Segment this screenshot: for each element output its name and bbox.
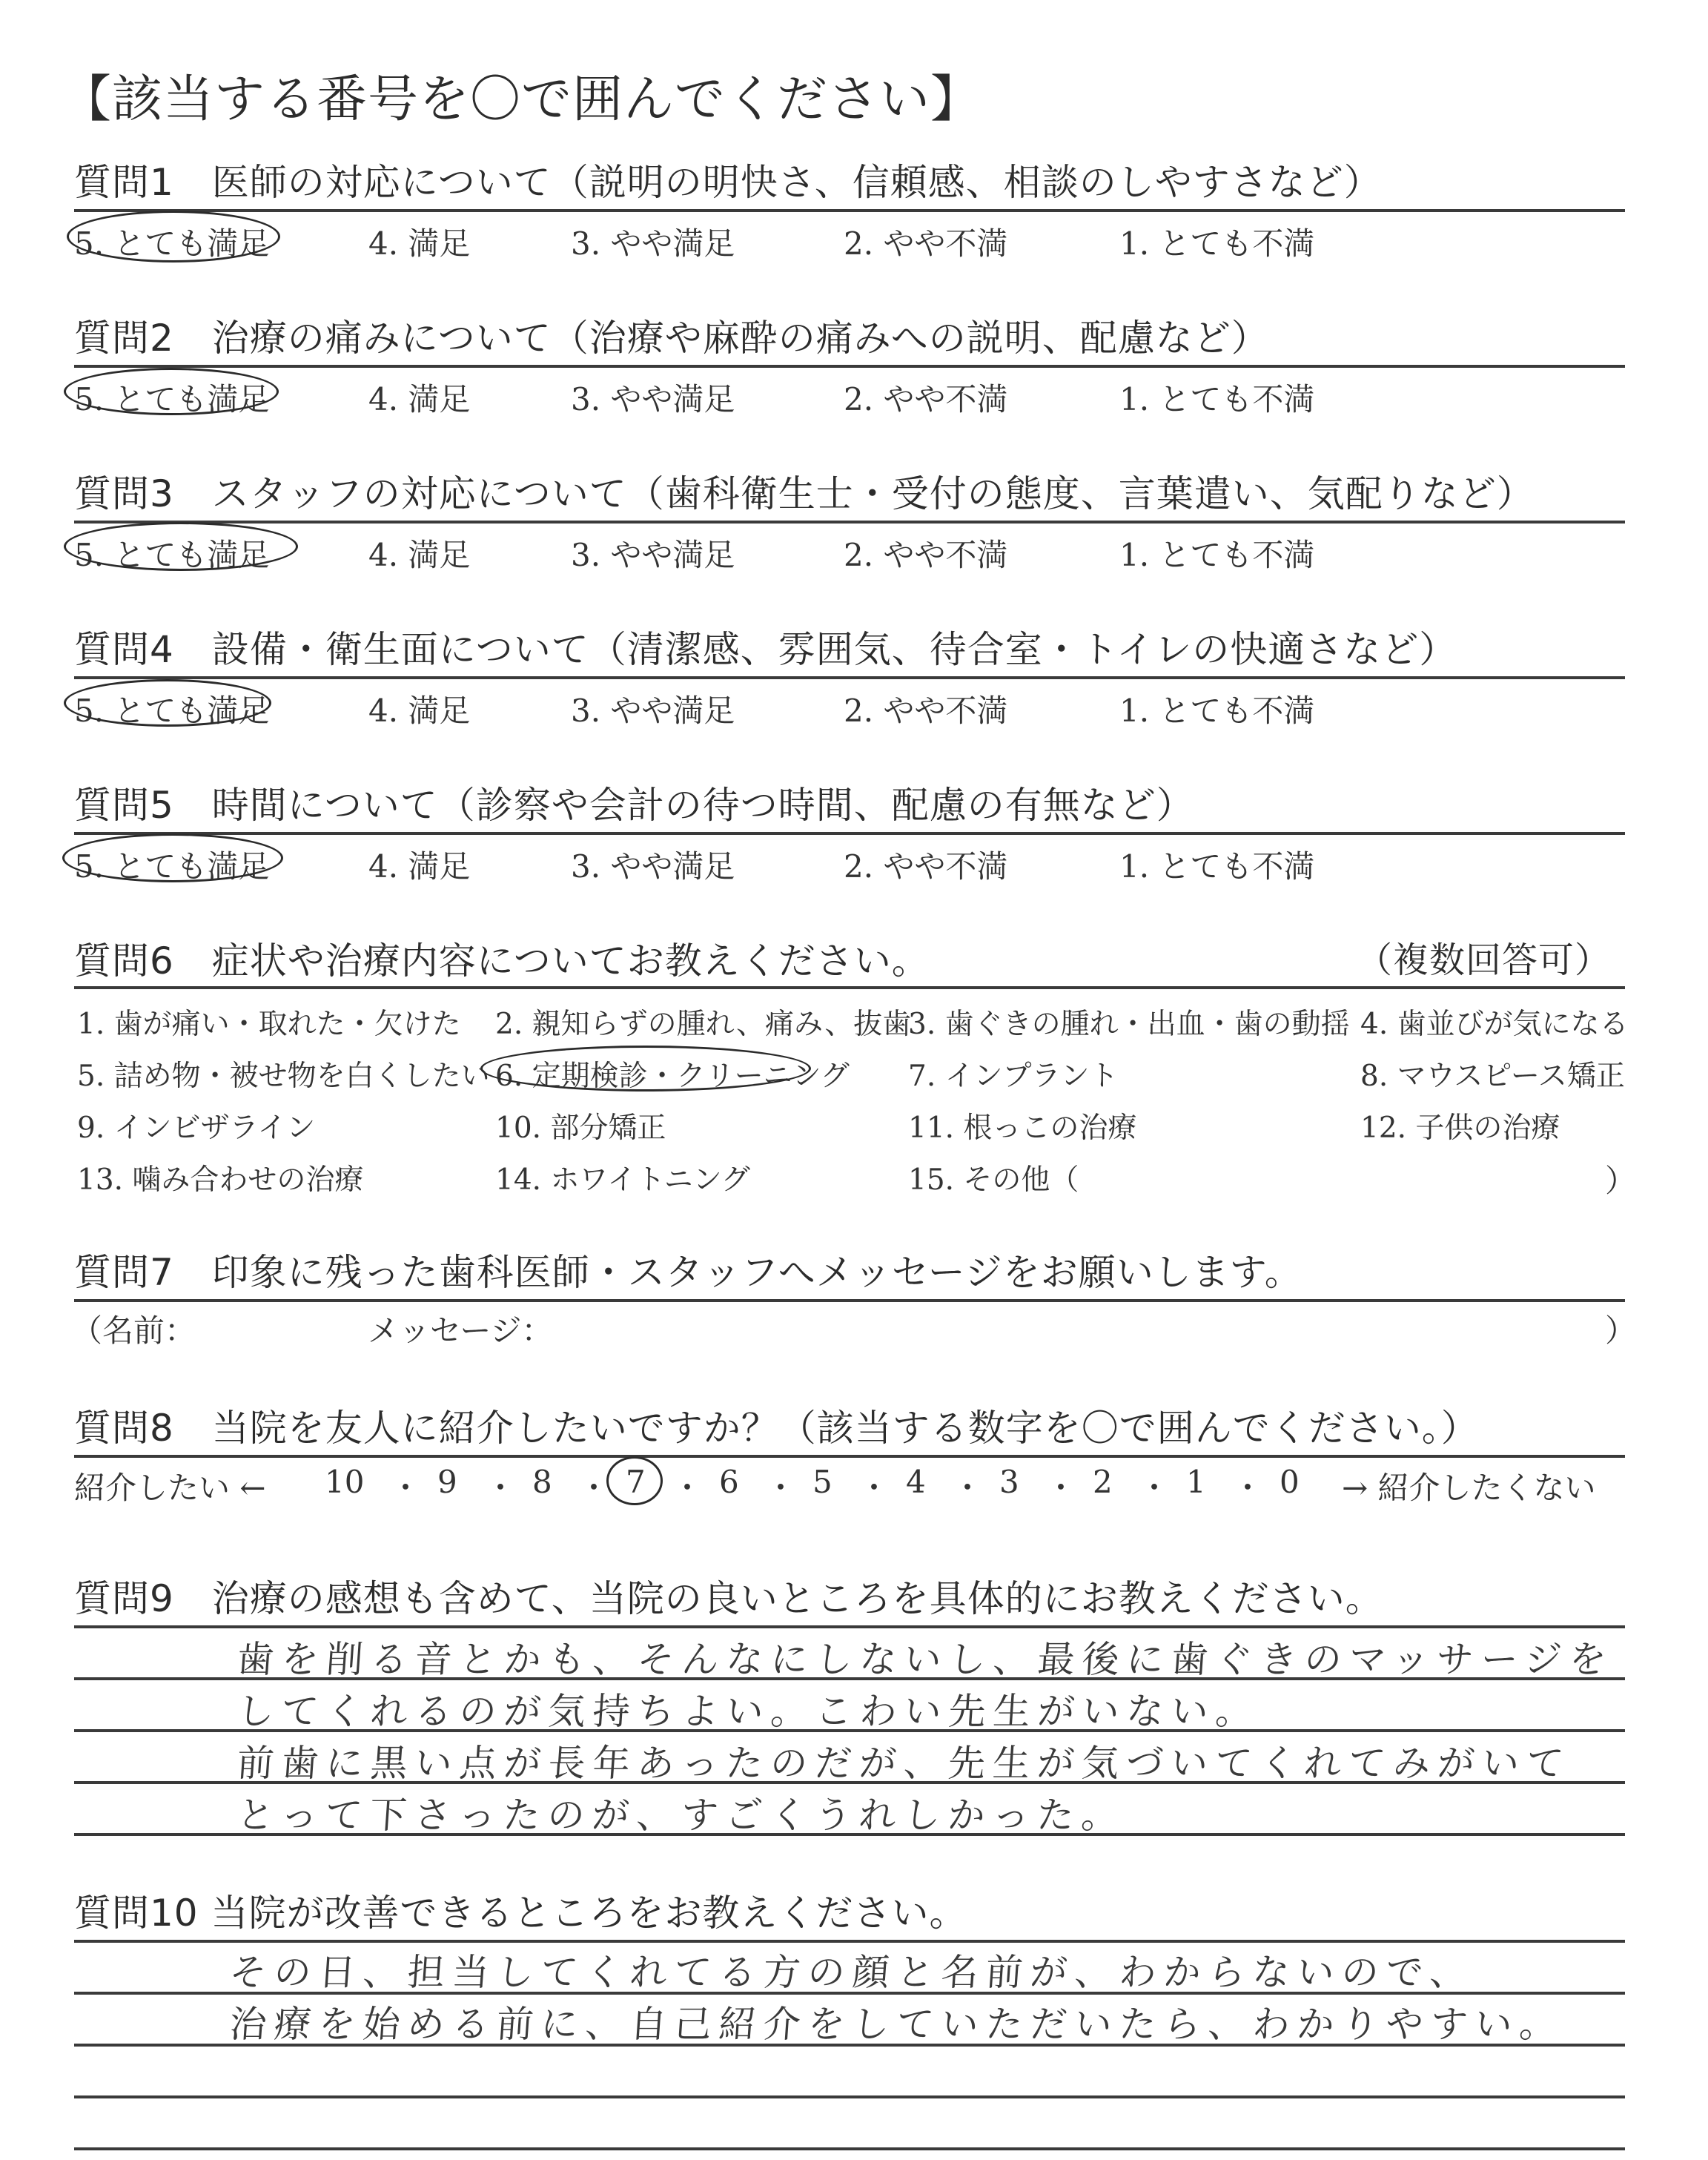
q5-option-5[interactable]: 5. とても満足 (74, 848, 270, 885)
question-8-rule (74, 1455, 1625, 1458)
q7-name-label: （名前： (71, 1312, 196, 1349)
question-10-title: 質問10 当院が改善できるところをお教えください。 (74, 1892, 967, 1935)
q3-option-3[interactable]: 3. やや満足 (571, 537, 735, 573)
q8-sep-3: ・ (578, 1470, 610, 1506)
q6-option-3[interactable]: 3. 歯ぐきの腫れ・出血・歯の動揺 (908, 1008, 1350, 1041)
q9-answer-line-1: 歯を削る音とかも、そんなにしないし、最後に歯ぐきのマッサージを (235, 1638, 1615, 1681)
question-7-rule (74, 1299, 1625, 1302)
question-9-title: 質問9 治療の感想も含めて、当院の良いところを具体的にお教えください。 (74, 1577, 1383, 1620)
q6-option-15[interactable]: 15. その他（ (908, 1163, 1079, 1197)
q1-selection-circle (67, 211, 280, 262)
q2-option-3[interactable]: 3. やや満足 (571, 381, 735, 417)
q2-option-1[interactable]: 1. とても不満 (1119, 381, 1315, 417)
q3-option-4[interactable]: 4. 満足 (368, 537, 471, 573)
form-title: 【該当する番号を〇で囲んでください】 (61, 70, 982, 129)
q8-sep-9: ・ (1139, 1470, 1171, 1506)
q8-sep-1: ・ (390, 1470, 422, 1506)
q8-sep-8: ・ (1045, 1470, 1077, 1506)
question-1-rule (74, 209, 1625, 212)
q8-scale-7[interactable]: 7 (626, 1464, 646, 1500)
q6-option-14[interactable]: 14. ホワイトニング (495, 1163, 750, 1197)
q6-option-7[interactable]: 7. インプラント (908, 1060, 1119, 1093)
q6-option-8[interactable]: 8. マウスピース矯正 (1360, 1060, 1625, 1093)
q6-option-12[interactable]: 12. 子供の治療 (1360, 1112, 1560, 1145)
q4-option-4[interactable]: 4. 満足 (368, 693, 471, 729)
q8-scale-8[interactable]: 8 (532, 1464, 552, 1500)
question-5-title: 質問5 時間について（診察や会計の待つ時間、配慮の有無など） (74, 784, 1194, 827)
q8-scale-5[interactable]: 5 (812, 1464, 833, 1500)
q6-selection-circle (480, 1046, 811, 1091)
q9-line-1 (74, 1625, 1625, 1628)
q4-option-1[interactable]: 1. とても不満 (1119, 693, 1315, 729)
question-4-title: 質問4 設備・衛生面について（清潔感、雰囲気、待合室・トイレの快適さなど） (74, 628, 1457, 671)
q9-answer-line-2: してくれるのが気持ちよい。こわい先生がいない。 (235, 1690, 1262, 1733)
question-3-title: 質問3 スタッフの対応について（歯科衛生士・受付の態度、言葉遣い、気配りなど） (74, 472, 1535, 515)
question-3-rule (74, 521, 1625, 524)
question-7-title: 質問7 印象に残った歯科医師・スタッフへメッセージをお願いします。 (74, 1251, 1302, 1294)
q4-selection-circle (64, 679, 271, 727)
q1-option-5[interactable]: 5. とても満足 (74, 225, 270, 262)
q8-right-label: → 紹介したくない (1342, 1470, 1596, 1506)
q10-answer-line-2: 治療を始める前に、自己紹介をしていただいたら、わかりやすい。 (228, 2003, 1566, 2046)
q8-sep-5: ・ (765, 1470, 797, 1506)
q8-scale-1[interactable]: 1 (1186, 1464, 1206, 1500)
q8-scale-0[interactable]: 0 (1280, 1464, 1300, 1500)
q6-option-4[interactable]: 4. 歯並びが気になる (1360, 1008, 1629, 1041)
q5-option-3[interactable]: 3. やや満足 (571, 848, 735, 885)
q5-option-4[interactable]: 4. 満足 (368, 848, 471, 885)
question-6-rule (74, 986, 1625, 989)
q2-option-2[interactable]: 2. やや不満 (844, 381, 1008, 417)
q1-option-3[interactable]: 3. やや満足 (571, 225, 735, 262)
q4-option-5[interactable]: 5. とても満足 (74, 693, 270, 729)
q7-message-label: メッセージ： (368, 1312, 553, 1349)
q8-selection-circle (606, 1456, 663, 1505)
q8-scale-10[interactable]: 10 (325, 1464, 365, 1500)
question-2-rule (74, 365, 1625, 368)
question-4-rule (74, 676, 1625, 679)
q6-option-6[interactable]: 6. 定期検診・クリーニング (495, 1060, 850, 1093)
q9-answer-line-4: とって下さったのが、すごくうれしかった。 (235, 1794, 1128, 1837)
q6-option-5[interactable]: 5. 詰め物・被せ物を白くしたい (77, 1060, 490, 1093)
q3-option-5[interactable]: 5. とても満足 (74, 537, 270, 573)
q1-option-4[interactable]: 4. 満足 (368, 225, 471, 262)
question-1-title: 質問1 医師の対応について（説明の明快さ、信頼感、相談のしやすさなど） (74, 161, 1382, 204)
q8-sep-10: ・ (1232, 1470, 1264, 1506)
q8-scale-2[interactable]: 2 (1093, 1464, 1113, 1500)
q8-scale-3[interactable]: 3 (999, 1464, 1019, 1500)
q6-option-10[interactable]: 10. 部分矯正 (495, 1112, 666, 1145)
q3-option-1[interactable]: 1. とても不満 (1119, 537, 1315, 573)
question-8-title: 質問8 当院を友人に紹介したいですか？（該当する数字を〇で囲んでください。） (74, 1407, 1479, 1450)
question-6-note: （複数回答可） (1357, 939, 1612, 981)
q8-scale-6[interactable]: 6 (719, 1464, 739, 1500)
q10-line-4 (74, 2095, 1625, 2098)
q5-option-2[interactable]: 2. やや不満 (844, 848, 1008, 885)
q4-option-2[interactable]: 2. やや不満 (844, 693, 1008, 729)
q8-scale-4[interactable]: 4 (906, 1464, 926, 1500)
q5-option-1[interactable]: 1. とても不満 (1119, 848, 1315, 885)
q4-option-3[interactable]: 3. やや満足 (571, 693, 735, 729)
q10-answer-line-1: その日、担当してくれてる方の顔と名前が、わからないので、 (228, 1951, 1476, 1994)
q8-sep-2: ・ (485, 1470, 517, 1506)
q6-option-11[interactable]: 11. 根っこの治療 (908, 1112, 1137, 1145)
question-2-title: 質問2 治療の痛みについて（治療や麻酔の痛みへの説明、配慮など） (74, 317, 1269, 360)
q6-option-9[interactable]: 9. インビザライン (77, 1112, 316, 1145)
q8-sep-4: ・ (672, 1470, 704, 1506)
q2-selection-circle (64, 368, 279, 415)
q9-answer-line-3: 前歯に黒い点が長年あったのだが、先生が気づいてくれてみがいて (235, 1742, 1573, 1785)
q2-option-4[interactable]: 4. 満足 (368, 381, 471, 417)
q8-sep-6: ・ (858, 1470, 890, 1506)
q8-scale-9[interactable]: 9 (437, 1464, 457, 1500)
q3-option-2[interactable]: 2. やや不満 (844, 537, 1008, 573)
q10-line-5 (74, 2147, 1625, 2150)
q7-close-paren: ） (1605, 1312, 1637, 1349)
q5-selection-circle (62, 833, 283, 882)
q6-other-close-paren: ） (1605, 1163, 1637, 1199)
q2-option-5[interactable]: 5. とても満足 (74, 381, 270, 417)
q1-option-1[interactable]: 1. とても不満 (1119, 225, 1315, 262)
q6-option-2[interactable]: 2. 親知らずの腫れ、痛み、抜歯 (495, 1008, 912, 1041)
question-6-title: 質問6 症状や治療内容についてお教えください。 (74, 939, 930, 982)
question-5-rule (74, 832, 1625, 835)
q6-option-13[interactable]: 13. 噛み合わせの治療 (77, 1163, 364, 1197)
q6-option-1[interactable]: 1. 歯が痛い・取れた・欠けた (77, 1008, 461, 1041)
q8-left-label: 紹介したい ← (74, 1470, 266, 1506)
q8-sep-7: ・ (952, 1470, 984, 1506)
q1-option-2[interactable]: 2. やや不満 (844, 225, 1008, 262)
q3-selection-circle (64, 522, 298, 571)
